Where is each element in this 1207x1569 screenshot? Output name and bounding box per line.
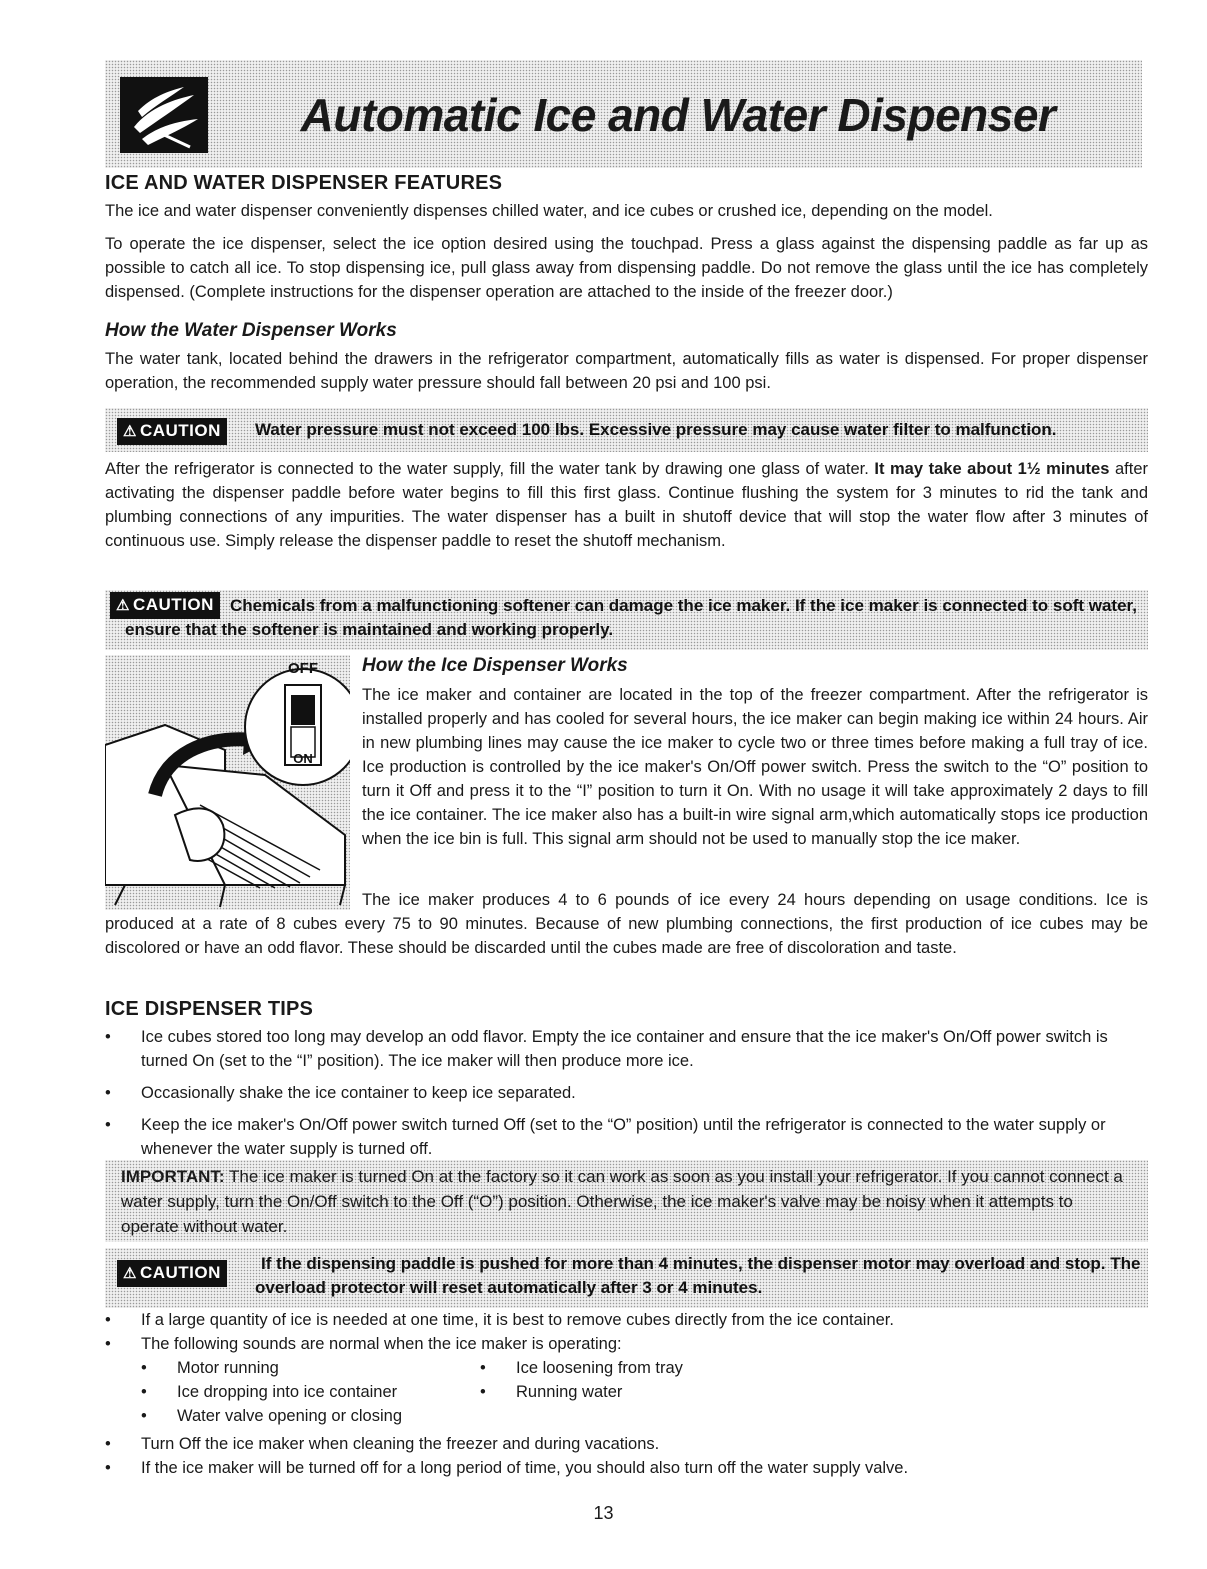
caution-badge: ⚠ CAUTION	[117, 1260, 227, 1287]
caution-text-2: Chemicals from a malfunctioning softener can damage the ice maker. If the ice maker is connected to soft water, ensure that the softener is maintained and working properly.	[125, 596, 1137, 639]
important-box	[105, 1160, 1148, 1242]
important-text: IMPORTANT: The ice maker is turned On at the factory so it can work as soon as you install your refrigerator. If you cannot connect a water supply, turn the On/Off switch to the Off (“O”) position. Otherwise, the ice maker's valve may be noisy when it attempts to operate without water.	[121, 1167, 1123, 1236]
caution-text-1: Water pressure must not exceed 100 lbs. Excessive pressure may cause water filter to malfunction.	[255, 420, 1057, 439]
features-paragraph-2: To operate the ice dispenser, select the ice option desired using the touchpad. Press a glass against the dispensing paddle as far up as possible to catch all ice. To stop dispensing ice, pull glass away from dispensing paddle. Do not remove the glass until the ice has completely dispensed. (Complete instructions for the dispenser operation are attached to the inside of the freezer door.)	[105, 235, 1148, 301]
warning-triangle-icon: ⚠	[123, 1265, 137, 1282]
dispenser-logo-icon	[120, 77, 208, 153]
ice-paragraph-2: The ice maker produces 4 to 6 pounds of ice every 24 hours depending on usage conditions. Ice is produced at a rate of 8 cubes every 75 to 90 minutes. Because of new plumbing connections, the first production of ice cubes may be discolored or have an odd flavor. These should be discarded until the cubes made are free of discoloration and taste.	[105, 891, 1148, 957]
ice-dispenser-heading: How the Ice Dispenser Works	[362, 655, 628, 676]
caution-text-3: If the dispensing paddle is pushed for more than 4 minutes, the dispenser motor may overload and stop. The overload protector will reset automatically after 3 or 4 minutes.	[255, 1254, 1141, 1297]
caution-badge: ⚠ CAUTION	[117, 418, 227, 445]
warning-triangle-icon: ⚠	[123, 423, 137, 440]
ice-paragraph-1: The ice maker and container are located in the top of the freezer compartment. After the refrigerator is installed properly and has cooled for several hours, the ice maker can begin making ice within 24 hours. Air in new plumbing lines may cause the ice maker to cycle two or three times before making a full tray of ice. Ice production is controlled by the ice maker's On/Off power switch. Press the switch to the “O” position to turn it Off and press it to the “I” position to turn it On. With no usage it will take approximately 2 days to fill the ice container. The ice maker also has a built-in wire signal arm,which automatically stops ice production when the ice bin is full. This signal arm should not be used to manually stop the ice maker.	[362, 686, 1148, 848]
list-item: • Turn Off the ice maker when cleaning the freezer and during vacations.	[105, 1432, 1148, 1456]
list-item: • Water valve opening or closing	[141, 1404, 471, 1428]
sounds-list-left	[141, 1356, 471, 1428]
list-item: • Ice cubes stored too long may develop an odd flavor. Empty the ice container and ensure that the ice maker's On/Off power switch is turned On (set to the “I” position). The ice maker will then produce more ice.	[105, 1025, 1148, 1073]
tips-list	[105, 1025, 1148, 1161]
on-label: ON	[293, 751, 313, 766]
caution-box-3	[105, 1248, 1148, 1308]
water-dispenser-heading: How the Water Dispenser Works	[105, 320, 397, 341]
caution-badge: ⚠ CAUTION	[110, 592, 220, 619]
ice-maker-illustration	[105, 655, 350, 910]
tips-list-2	[105, 1308, 1148, 1356]
caution-box-2	[105, 590, 1148, 650]
sounds-list-right	[480, 1356, 880, 1404]
list-item: • Motor running	[141, 1356, 471, 1380]
page-title: Automatic Ice and Water Dispenser	[300, 89, 1056, 141]
list-item: • Occasionally shake the ice container to keep ice separated.	[105, 1081, 1148, 1105]
warning-triangle-icon: ⚠	[116, 597, 130, 614]
water-paragraph-1: The water tank, located behind the drawers in the refrigerator compartment, automatically fills as water is dispensed. For proper dispenser operation, the recommended supply water pressure should fall between 20 psi and 100 psi.	[105, 350, 1148, 392]
list-item: • Ice loosening from tray	[480, 1356, 880, 1380]
off-label: OFF	[288, 660, 318, 677]
water-paragraph-2: After the refrigerator is connected to the water supply, fill the water tank by drawing one glass of water. It may take about 1½ minutes after activating the dispenser paddle before water begins to fill this first glass. Continue flushing the system for 3 minutes to rid the tank and plumbing connections of any impurities. The water dispenser has a built in shutoff device that will stop the water flow after 3 minutes of continuous use. Simply release the dispenser paddle to reset the shutoff mechanism.	[105, 460, 1148, 550]
list-item: • If the ice maker will be turned off for a long period of time, you should also turn off the water supply valve.	[105, 1456, 1148, 1480]
tips-list-3	[105, 1432, 1148, 1480]
list-item: • Keep the ice maker's On/Off power switch turned Off (set to the “O” position) until the refrigerator is connected to the water supply or whenever the water supply is turned off.	[105, 1113, 1148, 1161]
features-paragraph-1: The ice and water dispenser conveniently dispenses chilled water, and ice cubes or crushed ice, depending on the model.	[105, 202, 993, 220]
caution-box-1	[105, 408, 1148, 452]
features-heading: ICE AND WATER DISPENSER FEATURES	[105, 172, 503, 194]
page-number: 13	[593, 1503, 614, 1523]
list-item: • The following sounds are normal when the ice maker is operating:	[105, 1332, 1148, 1356]
list-item: • Running water	[480, 1380, 880, 1404]
tips-heading: ICE DISPENSER TIPS	[105, 998, 314, 1020]
list-item: • Ice dropping into ice container	[141, 1380, 471, 1404]
list-item: • If a large quantity of ice is needed at one time, it is best to remove cubes directly from the ice container.	[105, 1308, 1148, 1332]
